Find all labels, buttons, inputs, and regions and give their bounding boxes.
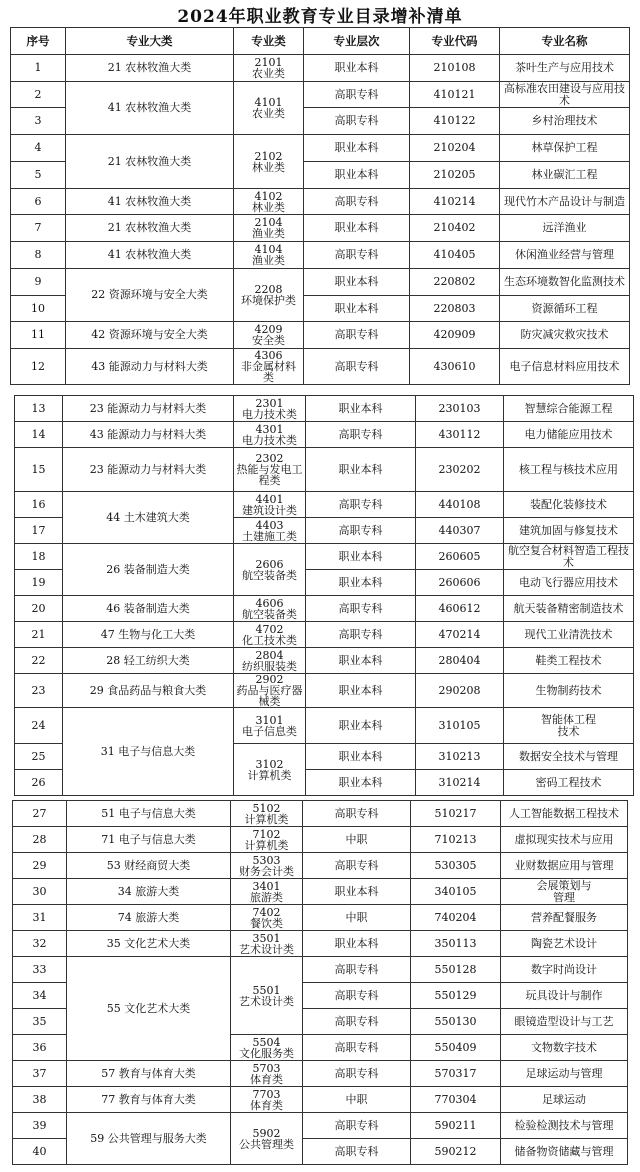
- row-number: 40: [13, 1139, 67, 1165]
- header-row: [11, 28, 630, 55]
- row-number: 31: [13, 905, 67, 931]
- major-level: 高职专科: [306, 596, 416, 622]
- row-number: 1: [11, 55, 66, 82]
- major-name: 智能体工程 技术: [504, 708, 634, 744]
- row-number: 23: [15, 674, 63, 708]
- major-code: 550128: [411, 957, 501, 983]
- major-class: 4102 林业类: [234, 189, 304, 215]
- row-number: 14: [15, 422, 63, 448]
- major-code: 350113: [411, 931, 501, 957]
- major-level: 职业本科: [303, 879, 411, 905]
- table-row: [13, 1087, 628, 1113]
- major-level: 高职专科: [303, 1061, 411, 1087]
- major-category: 21 农林牧渔大类: [66, 215, 234, 242]
- table-row: [11, 349, 630, 385]
- row-number: 17: [15, 518, 63, 544]
- major-class: 5902 公共管理类: [231, 1113, 303, 1165]
- major-category: 42 资源环境与安全大类: [66, 322, 234, 349]
- row-number: 7: [11, 215, 66, 242]
- major-level: 职业本科: [306, 544, 416, 570]
- table-row: [11, 215, 630, 242]
- major-code: 410405: [410, 242, 500, 269]
- table-row: [13, 957, 628, 983]
- table-row: [15, 492, 634, 518]
- major-name: 足球运动与管理: [501, 1061, 628, 1087]
- table-row: [15, 396, 634, 422]
- row-number: 20: [15, 596, 63, 622]
- row-number: 24: [15, 708, 63, 744]
- major-name: 电子信息材料应用技术: [500, 349, 630, 385]
- major-category: 21 农林牧渔大类: [66, 135, 234, 189]
- major-name: 航天装备精密制造技术: [504, 596, 634, 622]
- major-name: 电力储能应用技术: [504, 422, 634, 448]
- major-code: 430112: [416, 422, 504, 448]
- row-number: 16: [15, 492, 63, 518]
- major-category: 77 教育与体育大类: [67, 1087, 231, 1113]
- major-name: 林业碳汇工程: [500, 162, 630, 189]
- document-title: 2024年职业教育专业目录增补清单: [177, 7, 463, 27]
- major-name: 现代工业清洗技术: [504, 622, 634, 648]
- row-number: 39: [13, 1113, 67, 1139]
- major-class: 4702 化工技术类: [234, 622, 306, 648]
- major-class: 2104 渔业类: [234, 215, 304, 242]
- header-class: 专业类: [234, 28, 304, 55]
- major-name: 林草保护工程: [500, 135, 630, 162]
- major-level: 职业本科: [303, 931, 411, 957]
- major-level: 高职专科: [304, 189, 410, 215]
- major-code: 470214: [416, 622, 504, 648]
- major-code: 510217: [411, 801, 501, 827]
- major-code: 210108: [410, 55, 500, 82]
- major-class: 4401 建筑设计类: [234, 492, 306, 518]
- major-table-part-3: [12, 800, 628, 1165]
- major-class: 5504 文化服务类: [231, 1035, 303, 1061]
- row-number: 28: [13, 827, 67, 853]
- header-code: 专业代码: [410, 28, 500, 55]
- major-name: 营养配餐服务: [501, 905, 628, 931]
- major-category: 47 生物与化工大类: [63, 622, 234, 648]
- major-level: 职业本科: [304, 55, 410, 82]
- header-level: 专业层次: [304, 28, 410, 55]
- major-level: 高职专科: [306, 422, 416, 448]
- header-no: 序号: [11, 28, 66, 55]
- major-code: 310213: [416, 744, 504, 770]
- table-row: [15, 422, 634, 448]
- major-level: 高职专科: [304, 349, 410, 385]
- table-row: [15, 622, 634, 648]
- major-name: 人工智能数据工程技术: [501, 801, 628, 827]
- row-number: 5: [11, 162, 66, 189]
- major-code: 460612: [416, 596, 504, 622]
- major-level: 高职专科: [303, 1113, 411, 1139]
- major-category: 35 文化艺术大类: [67, 931, 231, 957]
- major-class: 5303 财务会计类: [231, 853, 303, 879]
- major-level: 职业本科: [304, 269, 410, 296]
- table-row: [13, 1113, 628, 1139]
- major-category: 31 电子与信息大类: [63, 708, 234, 796]
- table-row: [15, 448, 634, 492]
- major-category: 23 能源动力与材料大类: [63, 448, 234, 492]
- table-row: [11, 322, 630, 349]
- major-level: 职业本科: [304, 135, 410, 162]
- table-row: [15, 596, 634, 622]
- table-row: [13, 801, 628, 827]
- major-name: 高标准农田建设与应用技术: [500, 82, 630, 108]
- major-code: 280404: [416, 648, 504, 674]
- major-code: 310214: [416, 770, 504, 796]
- major-table-part-2: [14, 395, 634, 796]
- row-number: 2: [11, 82, 66, 108]
- header-name: 专业名称: [500, 28, 630, 55]
- row-number: 13: [15, 396, 63, 422]
- major-name: 密码工程技术: [504, 770, 634, 796]
- row-number: 33: [13, 957, 67, 983]
- major-name: 玩具设计与制作: [501, 983, 628, 1009]
- major-level: 高职专科: [303, 957, 411, 983]
- major-class: 4403 土建施工类: [234, 518, 306, 544]
- major-name: 生态环境数智化监测技术: [500, 269, 630, 296]
- major-name: 休闲渔业经营与管理: [500, 242, 630, 269]
- major-name: 建筑加固与修复技术: [504, 518, 634, 544]
- major-category: 59 公共管理与服务大类: [67, 1113, 231, 1165]
- major-code: 210204: [410, 135, 500, 162]
- table-row: [13, 1061, 628, 1087]
- major-category: 44 土木建筑大类: [63, 492, 234, 544]
- major-class: 2302 热能与发电工程类: [234, 448, 306, 492]
- major-level: 职业本科: [304, 162, 410, 189]
- major-name: 鞋类工程技术: [504, 648, 634, 674]
- major-name: 乡村治理技术: [500, 108, 630, 135]
- table-row: [13, 931, 628, 957]
- row-number: 10: [11, 296, 66, 322]
- major-category: 55 文化艺术大类: [67, 957, 231, 1061]
- header-category: 专业大类: [66, 28, 234, 55]
- major-category: 34 旅游大类: [67, 879, 231, 905]
- major-class: 4101 农业类: [234, 82, 304, 135]
- major-class: 2102 林业类: [234, 135, 304, 189]
- major-code: 230103: [416, 396, 504, 422]
- major-level: 高职专科: [306, 492, 416, 518]
- major-code: 590211: [411, 1113, 501, 1139]
- major-class: 5501 艺术设计类: [231, 957, 303, 1035]
- major-class: 4209 安全类: [234, 322, 304, 349]
- major-class: 2902 药品与医疗器械类: [234, 674, 306, 708]
- major-category: 46 装备制造大类: [63, 596, 234, 622]
- major-level: 职业本科: [306, 770, 416, 796]
- row-number: 38: [13, 1087, 67, 1113]
- major-code: 340105: [411, 879, 501, 905]
- row-number: 35: [13, 1009, 67, 1035]
- major-name: 航空复合材料智造工程技术: [504, 544, 634, 570]
- major-name: 资源循环工程: [500, 296, 630, 322]
- major-level: 职业本科: [306, 708, 416, 744]
- row-number: 15: [15, 448, 63, 492]
- major-level: 职业本科: [304, 296, 410, 322]
- major-class: 4301 电力技术类: [234, 422, 306, 448]
- major-name: 茶叶生产与应用技术: [500, 55, 630, 82]
- major-category: 21 农林牧渔大类: [66, 55, 234, 82]
- major-code: 710213: [411, 827, 501, 853]
- major-level: 高职专科: [306, 518, 416, 544]
- major-name: 检验检测技术与管理: [501, 1113, 628, 1139]
- major-name: 智慧综合能源工程: [504, 396, 634, 422]
- major-level: 高职专科: [304, 108, 410, 135]
- major-name: 防灾减灾救灾技术: [500, 322, 630, 349]
- row-number: 21: [15, 622, 63, 648]
- major-level: 高职专科: [304, 242, 410, 269]
- table-row: [13, 853, 628, 879]
- major-class: 5703 体育类: [231, 1061, 303, 1087]
- major-name: 装配化装修技术: [504, 492, 634, 518]
- major-class: 3501 艺术设计类: [231, 931, 303, 957]
- table-row: [13, 879, 628, 905]
- row-number: 11: [11, 322, 66, 349]
- major-code: 550129: [411, 983, 501, 1009]
- major-code: 590212: [411, 1139, 501, 1165]
- major-class: 4606 航空装备类: [234, 596, 306, 622]
- major-level: 职业本科: [306, 744, 416, 770]
- major-name: 虚拟现实技术与应用: [501, 827, 628, 853]
- table-row: [15, 708, 634, 744]
- major-code: 410122: [410, 108, 500, 135]
- major-code: 210205: [410, 162, 500, 189]
- major-level: 职业本科: [306, 648, 416, 674]
- major-code: 550409: [411, 1035, 501, 1061]
- major-code: 440108: [416, 492, 504, 518]
- major-code: 220803: [410, 296, 500, 322]
- row-number: 6: [11, 189, 66, 215]
- major-name: 储备物资储藏与管理: [501, 1139, 628, 1165]
- major-code: 740204: [411, 905, 501, 931]
- major-name: 数字时尚设计: [501, 957, 628, 983]
- table-row: [13, 905, 628, 931]
- major-name: 眼镜造型设计与工艺: [501, 1009, 628, 1035]
- major-code: 530305: [411, 853, 501, 879]
- major-class: 7402 餐饮类: [231, 905, 303, 931]
- table-row: [15, 674, 634, 708]
- row-number: 36: [13, 1035, 67, 1061]
- major-class: 7703 体育类: [231, 1087, 303, 1113]
- major-level: 职业本科: [304, 215, 410, 242]
- table-row: [11, 135, 630, 162]
- major-name: 远洋渔业: [500, 215, 630, 242]
- table-row: [15, 648, 634, 674]
- major-code: 570317: [411, 1061, 501, 1087]
- row-number: 19: [15, 570, 63, 596]
- major-level: 高职专科: [303, 1139, 411, 1165]
- table-row: [13, 827, 628, 853]
- major-level: 高职专科: [304, 322, 410, 349]
- major-code: 410121: [410, 82, 500, 108]
- major-name: 足球运动: [501, 1087, 628, 1113]
- major-category: 51 电子与信息大类: [67, 801, 231, 827]
- major-code: 220802: [410, 269, 500, 296]
- major-category: 53 财经商贸大类: [67, 853, 231, 879]
- row-number: 22: [15, 648, 63, 674]
- row-number: 4: [11, 135, 66, 162]
- major-name: 生物制药技术: [504, 674, 634, 708]
- major-level: 高职专科: [303, 801, 411, 827]
- major-code: 440307: [416, 518, 504, 544]
- major-class: 2606 航空装备类: [234, 544, 306, 596]
- major-category: 43 能源动力与材料大类: [66, 349, 234, 385]
- major-code: 290208: [416, 674, 504, 708]
- major-level: 高职专科: [303, 1035, 411, 1061]
- major-name: 数据安全技术与管理: [504, 744, 634, 770]
- major-class: 2804 纺织服装类: [234, 648, 306, 674]
- major-level: 中职: [303, 905, 411, 931]
- major-category: 26 装备制造大类: [63, 544, 234, 596]
- row-number: 37: [13, 1061, 67, 1087]
- major-table-part-1: [10, 27, 630, 385]
- major-class: 4306 非金属材料类: [234, 349, 304, 385]
- major-category: 43 能源动力与材料大类: [63, 422, 234, 448]
- major-class: 2101 农业类: [234, 55, 304, 82]
- major-name: 现代竹木产品设计与制造: [500, 189, 630, 215]
- major-category: 41 农林牧渔大类: [66, 189, 234, 215]
- major-category: 29 食品药品与粮食大类: [63, 674, 234, 708]
- major-class: 7102 计算机类: [231, 827, 303, 853]
- major-category: 74 旅游大类: [67, 905, 231, 931]
- table-row: [11, 189, 630, 215]
- major-class: 3401 旅游类: [231, 879, 303, 905]
- major-level: 高职专科: [303, 983, 411, 1009]
- major-class: 3102 计算机类: [234, 744, 306, 796]
- row-number: 34: [13, 983, 67, 1009]
- major-level: 高职专科: [306, 622, 416, 648]
- major-code: 260606: [416, 570, 504, 596]
- major-class: 2301 电力技术类: [234, 396, 306, 422]
- row-number: 12: [11, 349, 66, 385]
- major-level: 中职: [303, 1087, 411, 1113]
- major-name: 电动飞行器应用技术: [504, 570, 634, 596]
- row-number: 3: [11, 108, 66, 135]
- row-number: 9: [11, 269, 66, 296]
- table-row: [11, 269, 630, 296]
- major-name: 核工程与核技术应用: [504, 448, 634, 492]
- row-number: 29: [13, 853, 67, 879]
- major-category: 41 农林牧渔大类: [66, 242, 234, 269]
- major-level: 职业本科: [306, 448, 416, 492]
- major-code: 420909: [410, 322, 500, 349]
- major-level: 中职: [303, 827, 411, 853]
- major-class: 2208 环境保护类: [234, 269, 304, 322]
- major-level: 职业本科: [306, 570, 416, 596]
- major-level: 高职专科: [303, 853, 411, 879]
- major-level: 高职专科: [304, 82, 410, 108]
- major-code: 260605: [416, 544, 504, 570]
- major-name: 业财数据应用与管理: [501, 853, 628, 879]
- table-row: [11, 242, 630, 269]
- major-code: 430610: [410, 349, 500, 385]
- table-row: [11, 55, 630, 82]
- major-class: 3101 电子信息类: [234, 708, 306, 744]
- major-category: 71 电子与信息大类: [67, 827, 231, 853]
- major-class: 4104 渔业类: [234, 242, 304, 269]
- table-row: [15, 544, 634, 570]
- row-number: 25: [15, 744, 63, 770]
- major-name: 会展策划与 管理: [501, 879, 628, 905]
- major-code: 770304: [411, 1087, 501, 1113]
- major-category: 22 资源环境与安全大类: [66, 269, 234, 322]
- major-name: 陶瓷艺术设计: [501, 931, 628, 957]
- row-number: 8: [11, 242, 66, 269]
- major-code: 410214: [410, 189, 500, 215]
- table-row: [11, 82, 630, 108]
- major-category: 41 农林牧渔大类: [66, 82, 234, 135]
- major-level: 职业本科: [306, 674, 416, 708]
- major-category: 23 能源动力与材料大类: [63, 396, 234, 422]
- major-category: 57 教育与体育大类: [67, 1061, 231, 1087]
- major-code: 230202: [416, 448, 504, 492]
- major-code: 310105: [416, 708, 504, 744]
- major-level: 职业本科: [306, 396, 416, 422]
- row-number: 26: [15, 770, 63, 796]
- row-number: 32: [13, 931, 67, 957]
- major-code: 210402: [410, 215, 500, 242]
- major-level: 高职专科: [303, 1009, 411, 1035]
- major-class: 5102 计算机类: [231, 801, 303, 827]
- row-number: 18: [15, 544, 63, 570]
- row-number: 30: [13, 879, 67, 905]
- row-number: 27: [13, 801, 67, 827]
- major-name: 文物数字技术: [501, 1035, 628, 1061]
- major-code: 550130: [411, 1009, 501, 1035]
- major-category: 28 轻工纺织大类: [63, 648, 234, 674]
